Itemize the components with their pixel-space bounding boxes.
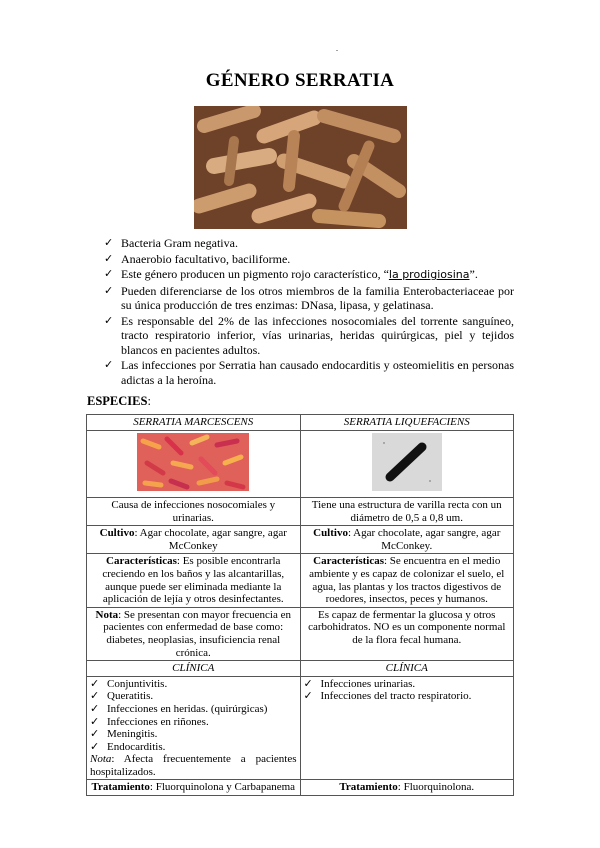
marcescens-tratamiento: Tratamiento: Fluorquinolona y Carbapanema bbox=[87, 780, 301, 796]
check-icon: ✓ bbox=[104, 251, 114, 265]
list-item: ✓ Infecciones en heridas. (quirúrgicas) bbox=[90, 701, 268, 715]
list-item: ✓ Meningitis. bbox=[90, 727, 158, 741]
marcescens-cultivo: Cultivo: Agar chocolate, agar sangre, agar McConkey bbox=[87, 526, 301, 554]
bullet-item: ✓ Pueden diferenciarse de los otros miembros de la familia Enterobacteriaceae por su única producción de tres enzimas: DNasa, lipasa, y gelatinasa. bbox=[104, 283, 514, 312]
marcescens-photo bbox=[137, 433, 249, 491]
clinica-nota: Nota: Afecta frecuentemente a pacientes hospitalizados. bbox=[90, 753, 297, 778]
bacteria-photo bbox=[194, 106, 407, 229]
liquefaciens-tratamiento: Tratamiento: Fluorquinolona. bbox=[300, 780, 514, 796]
header-liquefaciens: SERRATIA LIQUEFACIENS bbox=[300, 415, 514, 431]
liquefaciens-clinica-header: CLÍNICA bbox=[300, 661, 514, 677]
bullet-item: ✓ Es responsable del 2% de las infecciones nosocomiales del torrente sanguíneo, tracto respiratorio inferior, vías urinarias, heridas quirúrgicas, piel y tejidos blancos en pacientes adultos. bbox=[104, 313, 514, 357]
list-item: ✓ Conjuntivitis. bbox=[90, 676, 168, 690]
check-icon: ✓ bbox=[90, 727, 100, 741]
list-item: ✓ Infecciones del tracto respiratorio. bbox=[303, 689, 472, 703]
species-heading: ESPECIES: bbox=[87, 394, 151, 408]
header-dot: . bbox=[336, 44, 338, 53]
list-item: ✓ Infecciones urinarias. bbox=[303, 676, 416, 690]
liquefaciens-cultivo: Cultivo: Agar chocolate, agar sangre, agar McConkey. bbox=[300, 526, 514, 554]
check-icon: ✓ bbox=[90, 739, 100, 753]
check-icon: ✓ bbox=[90, 714, 100, 728]
liquefaciens-clinica bbox=[300, 676, 514, 780]
check-icon: ✓ bbox=[303, 689, 313, 703]
bullet-item: ✓ Bacteria Gram negativa. bbox=[104, 236, 238, 250]
check-icon: ✓ bbox=[90, 689, 100, 703]
marcescens-clinica bbox=[87, 676, 301, 780]
check-icon: ✓ bbox=[104, 267, 114, 280]
liquefaciens-description: Tiene una estructura de varilla recta con un diámetro de 0,5 a 0,8 um. bbox=[300, 498, 514, 526]
liquefaciens-image-cell bbox=[300, 431, 514, 498]
bullet-list bbox=[104, 236, 514, 388]
list-item: ✓ Infecciones en riñones. bbox=[90, 714, 209, 728]
page-title: GÉNERO SERRATIA bbox=[205, 70, 395, 91]
check-icon: ✓ bbox=[303, 676, 313, 690]
list-item: ✓ Queratitis. bbox=[90, 689, 154, 703]
marcescens-image-cell bbox=[87, 431, 301, 498]
species-table bbox=[86, 414, 514, 796]
list-item: ✓ Endocarditis. bbox=[90, 739, 166, 753]
header-marcescens: SERRATIA MARCESCENS bbox=[87, 415, 301, 431]
check-icon: ✓ bbox=[104, 358, 114, 371]
check-icon: ✓ bbox=[90, 701, 100, 715]
liquefaciens-caracteristicas: Características: Se encuentra en el medio ambiente y es capaz de colonizar el suelo, el agua, las plantas y los tractos digestivos de roedores, insectos, peces y humanos. bbox=[300, 554, 514, 607]
bullet-item: ✓ Este género producen un pigmento rojo característico, “la prodigiosina”. bbox=[104, 267, 478, 281]
liquefaciens-photo bbox=[372, 433, 442, 491]
check-icon: ✓ bbox=[104, 283, 114, 297]
prodigiosina-link[interactable]: la prodigiosina bbox=[388, 268, 470, 281]
marcescens-clinica-header: CLÍNICA bbox=[87, 661, 301, 677]
bullet-item: ✓ Anaerobio facultativo, baciliforme. bbox=[104, 251, 291, 266]
marcescens-caracteristicas: Características: Es posible encontrarla creciendo en los baños y las alcantarillas, aunque puede ser eliminada mediante la aplicación de lejía y otros desinfectantes. bbox=[87, 554, 301, 607]
check-icon: ✓ bbox=[90, 676, 100, 690]
check-icon: ✓ bbox=[104, 313, 114, 327]
marcescens-description: Causa de infecciones nosocomiales y urinarias. bbox=[87, 498, 301, 526]
liquefaciens-fermentation: Es capaz de fermentar la glucosa y otros carbohidratos. NO es un componente normal de la flora fecal humana. bbox=[300, 607, 514, 660]
marcescens-nota: Nota: Se presentan con mayor frecuencia en pacientes con enfermedad de base como: diabetes, neoplasias, insuficiencia renal crónica. bbox=[87, 607, 301, 660]
bullet-item: ✓ Las infecciones por Serratia han causado endocarditis y osteomielitis en personas adictas a la heroína. bbox=[104, 358, 514, 387]
check-icon: ✓ bbox=[104, 236, 114, 249]
